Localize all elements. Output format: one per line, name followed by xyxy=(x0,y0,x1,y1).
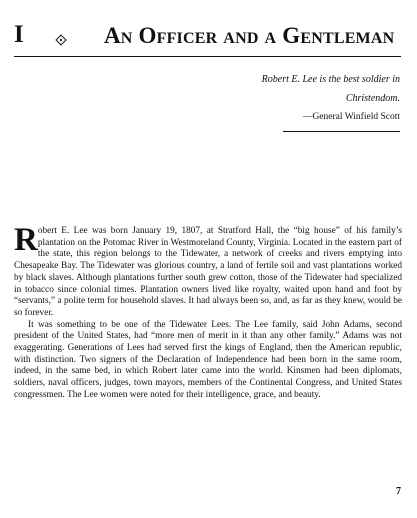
diamond-ornament-icon xyxy=(55,34,66,45)
epigraph-attribution: —General Winfield Scott xyxy=(302,112,400,122)
drop-cap: R xyxy=(14,222,38,258)
paragraph: It was something to be one of the Tidewater Lees. The Lee family, said John Adams, second president of the United States, had “more men of merit in it than any other family.” Adams was not exaggerating. Generations of Lees had served first the kings of England, then the American republic, with distinction. Two signers of the Declaration of Independence had been born in the same room, indeed, in the same bed, in which Robert later came into the world. Kinsmen had been diplomats, soldiers, naval officers, judges, town mayors, members of the Continental Congress, and United States congressmen. The Lee women were noted for their intelligence, grace, and beauty. xyxy=(14,319,402,400)
heading-divider xyxy=(14,56,401,57)
epigraph-divider xyxy=(283,131,400,132)
paragraph-text: obert E. Lee was born January 19, 1807, at Stratford Hall, the “big house” of his family’s plantation on the Potomac River in Westmoreland County, Virginia. Located in the eastern part of the state, this region belongs to the Tidewater, a network of creeks and rivers emptying into Chesapeake Bay. The Tidewater was glorious country, a land of fertile soil and vast plantations worked by black slaves. Although plantations further south grew cotton, those of the Tidewater had specialized in tobacco since colonial times. Plantation owners lived like royalty, waited upon hand and foot by “servants,” a polite term for household slaves. It had always been so, and, as far as they knew, would be so forever. xyxy=(14,226,402,318)
chapter-title: An Officer and a Gentleman xyxy=(104,23,395,48)
page-number: 7 xyxy=(396,486,401,497)
chapter-numeral: I xyxy=(14,21,24,48)
body-text xyxy=(14,222,402,402)
paragraph xyxy=(14,222,402,320)
epigraph-quote: Robert E. Lee is the best soldier in Christendom. xyxy=(261,74,400,104)
